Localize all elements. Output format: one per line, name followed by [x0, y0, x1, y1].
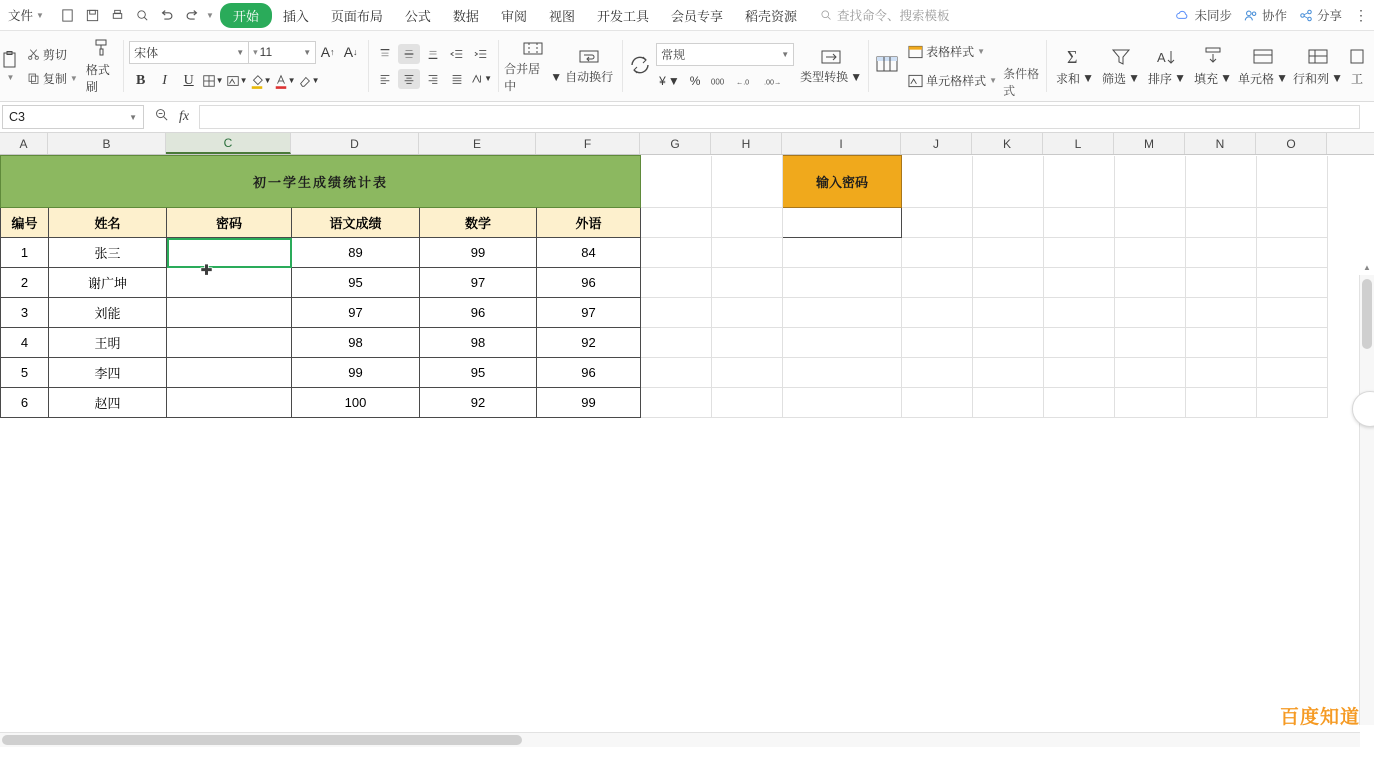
cell-I6[interactable] [783, 328, 902, 358]
formula-input[interactable] [199, 105, 1360, 129]
cell-M7[interactable] [1115, 358, 1186, 388]
wrap-text-icon [578, 47, 600, 67]
cut-label: 剪切 [42, 47, 67, 62]
conditional-format-label[interactable]: 条件格式 [1003, 67, 1040, 98]
merge-center-label: 合并居中 [504, 61, 541, 93]
chevron-down-icon: ▼ [36, 10, 44, 20]
italic-button[interactable]: I [162, 72, 167, 88]
ribbon-group-merge [498, 31, 622, 101]
cells-icon [1251, 46, 1275, 68]
cell-A7-no[interactable]: 5 [1, 358, 49, 388]
header-cell-chinese[interactable]: 语文成绩 [292, 208, 420, 238]
column-headers [0, 133, 1374, 155]
tab-page-layout[interactable]: 页面布局 [330, 8, 383, 24]
cell-style-button[interactable]: 单元格样式 ▼ [904, 70, 1001, 91]
cell-J7[interactable] [902, 358, 973, 388]
cell-L1[interactable] [1044, 156, 1115, 208]
cell-N3[interactable] [1186, 238, 1257, 268]
ribbon-group-font [123, 31, 368, 101]
chevron-down-icon: ▼ [303, 47, 312, 57]
cell-N1[interactable] [1186, 156, 1257, 208]
insert-function-button[interactable]: fx [179, 109, 190, 124]
new-file-icon[interactable] [56, 4, 79, 26]
header-cell-math[interactable]: 数学 [420, 208, 537, 238]
share-button[interactable] [1299, 6, 1342, 24]
comma-format-button[interactable] [707, 72, 729, 90]
type-convert-label: 类型转换 [800, 70, 849, 84]
sheet-grid [0, 155, 1328, 418]
comma-icon [710, 74, 726, 88]
cloud-sync-icon [1175, 9, 1190, 21]
cell-N7[interactable] [1186, 358, 1257, 388]
horizontal-scroll-thumb[interactable] [2, 735, 522, 745]
scissors-icon [27, 48, 40, 61]
svg-text:000: 000 [711, 77, 725, 87]
decrease-decimal-icon [764, 74, 782, 88]
cell-G1[interactable] [641, 156, 712, 208]
font-name-select[interactable] [129, 41, 249, 64]
search-zoom-icon[interactable] [154, 107, 169, 127]
cell-F5-english[interactable]: 97 [537, 298, 641, 328]
cell-A5-no[interactable]: 3 [1, 298, 49, 328]
sum-icon [1063, 46, 1087, 68]
cell-H7[interactable] [712, 358, 783, 388]
password-input-cell[interactable] [783, 208, 902, 238]
cell-G3[interactable] [641, 238, 712, 268]
cell-E5-math[interactable]: 96 [420, 298, 537, 328]
cell-H2[interactable] [712, 208, 783, 238]
cell-G7[interactable] [641, 358, 712, 388]
cell-O4[interactable] [1257, 268, 1328, 298]
column-header-F[interactable]: F [536, 133, 640, 154]
increase-indent-icon[interactable] [470, 44, 492, 64]
column-header-K[interactable]: K [972, 133, 1043, 154]
cell-E4-math[interactable]: 97 [420, 268, 537, 298]
tab-data[interactable]: 数据 [452, 8, 479, 24]
cell-C8-password[interactable] [167, 388, 292, 418]
decrease-indent-icon[interactable] [446, 44, 468, 64]
cell-M3[interactable] [1115, 238, 1186, 268]
cell-J2[interactable] [902, 208, 973, 238]
cell-O8[interactable] [1257, 388, 1328, 418]
share-label: 分享 [1316, 9, 1342, 23]
cell-A3-no[interactable]: 1 [1, 238, 49, 268]
align-center-icon[interactable] [398, 69, 420, 89]
print-icon[interactable] [106, 4, 129, 26]
cell-F6-english[interactable]: 92 [537, 328, 641, 358]
sheet-row-2 [1, 208, 1328, 238]
cell-C7-password[interactable] [167, 358, 292, 388]
cell-style-label: 单元格样式 [926, 74, 987, 88]
cell-K8[interactable] [973, 388, 1044, 418]
column-header-C[interactable]: C [166, 133, 291, 154]
sheet-row-1 [1, 156, 1328, 208]
cell-E8-math[interactable]: 92 [420, 388, 537, 418]
cell-L3[interactable] [1044, 238, 1115, 268]
vertical-scroll-thumb[interactable] [1362, 279, 1372, 349]
cell-E6-math[interactable]: 98 [420, 328, 537, 358]
column-header-L[interactable]: L [1043, 133, 1114, 154]
cut-button[interactable] [23, 44, 82, 65]
cell-N6[interactable] [1186, 328, 1257, 358]
column-header-A[interactable]: A [0, 133, 48, 154]
ribbon-group-alignment [368, 31, 498, 101]
scroll-up-icon[interactable]: ▲ [1363, 263, 1371, 272]
table-style-icon [908, 45, 923, 59]
cell-G5[interactable] [641, 298, 712, 328]
table-row [1, 328, 1328, 358]
bold-button[interactable]: B [135, 72, 146, 88]
file-menu-label: 文件 [8, 9, 34, 23]
cell-D6-chinese[interactable]: 98 [292, 328, 420, 358]
number-format-refresh-icon[interactable] [628, 54, 652, 79]
header-cell-english[interactable]: 外语 [537, 208, 641, 238]
cell-C4-password[interactable] [167, 268, 292, 298]
cell-H4[interactable] [712, 268, 783, 298]
cell-K4[interactable] [973, 268, 1044, 298]
cell-J6[interactable] [902, 328, 973, 358]
header-cell-no[interactable]: 编号 [1, 208, 49, 238]
cells-label: 单元格 [1238, 71, 1275, 86]
ribbon-group-editing [1046, 31, 1374, 101]
cell-B7-name[interactable]: 李四 [49, 358, 167, 388]
fill-label: 填充 [1194, 71, 1219, 86]
tools-icon [1348, 46, 1366, 68]
align-bottom-icon[interactable] [422, 44, 444, 64]
cell-M5[interactable] [1115, 298, 1186, 328]
cell-style-icon[interactable]: ▼ [225, 70, 248, 92]
ribbon-tabs [220, 3, 808, 28]
font-size-value: 11 [259, 45, 273, 59]
align-middle-icon[interactable] [398, 44, 420, 64]
cell-F3-english[interactable]: 84 [537, 238, 641, 268]
collaborate-icon [1244, 9, 1258, 22]
type-convert-icon [820, 47, 842, 67]
vertical-scrollbar[interactable] [1359, 263, 1374, 725]
titlebar-right-group [1175, 0, 1368, 30]
file-menu-button[interactable] [0, 0, 54, 30]
rows-cols-label: 行和列 [1293, 71, 1330, 86]
paste-icon[interactable] [1, 50, 19, 73]
copy-label: 复制 [42, 71, 67, 86]
cell-C5-password[interactable] [167, 298, 292, 328]
column-header-H[interactable]: H [711, 133, 782, 154]
align-top-icon[interactable] [374, 44, 396, 64]
column-header-M[interactable]: M [1114, 133, 1185, 154]
clear-format-icon[interactable]: ▼ [297, 70, 320, 92]
table-row [1, 358, 1328, 388]
wrap-text-label: 自动换行 [565, 70, 614, 84]
column-header-E[interactable]: E [419, 133, 536, 154]
password-label-cell[interactable]: 输入密码 [783, 156, 902, 208]
titlebar-more-icon[interactable]: ⋮ [1354, 6, 1368, 23]
collaborate-label: 协作 [1261, 9, 1287, 23]
copy-icon [27, 72, 40, 85]
table-row [1, 298, 1328, 328]
watermark-label: 百度知道 [1279, 707, 1360, 728]
copy-caret-icon[interactable]: ▼ [69, 73, 78, 83]
align-right-icon[interactable] [422, 69, 444, 89]
column-header-B[interactable]: B [48, 133, 166, 154]
cell-C6-password[interactable] [167, 328, 292, 358]
cell-O6[interactable] [1257, 328, 1328, 358]
header-cell-name[interactable]: 姓名 [49, 208, 167, 238]
cell-I5[interactable] [783, 298, 902, 328]
cell-N5[interactable] [1186, 298, 1257, 328]
tab-developer[interactable]: 开发工具 [596, 8, 649, 24]
share-icon [1299, 9, 1313, 22]
cell-L8[interactable] [1044, 388, 1115, 418]
table-row [1, 238, 1328, 268]
merge-cells-icon [522, 39, 544, 59]
fill-button[interactable]: 填充 ▼ [1190, 44, 1236, 89]
chevron-down-icon: ▼ [236, 47, 245, 57]
rows-cols-button[interactable]: 行和列 ▼ [1290, 44, 1346, 89]
print-preview-icon[interactable] [131, 4, 154, 26]
fill-down-icon [1201, 46, 1225, 68]
cell-L5[interactable] [1044, 298, 1115, 328]
column-header-N[interactable]: N [1185, 133, 1256, 154]
filter-button[interactable]: 筛选 ▼ [1098, 44, 1144, 89]
cell-J4[interactable] [902, 268, 973, 298]
cell-I8[interactable] [783, 388, 902, 418]
type-convert-button[interactable]: 类型转换 ▼ [800, 47, 862, 85]
cell-H3[interactable] [712, 238, 783, 268]
header-cell-password[interactable]: 密码 [167, 208, 292, 238]
cell-O3[interactable] [1257, 238, 1328, 268]
cell-B8-name[interactable]: 赵四 [49, 388, 167, 418]
quick-access-toolbar [54, 4, 214, 26]
increase-decimal-icon [736, 74, 754, 88]
tab-member[interactable]: 会员专享 [670, 8, 723, 24]
column-header-O[interactable]: O [1256, 133, 1327, 154]
cell-D3-chinese[interactable]: 89 [292, 238, 420, 268]
cell-B4-name[interactable]: 谢广坤 [49, 268, 167, 298]
tab-insert[interactable]: 插入 [282, 8, 309, 24]
cell-D5-chinese[interactable]: 97 [292, 298, 420, 328]
ribbon-group-number [622, 31, 868, 101]
cell-N8[interactable] [1186, 388, 1257, 418]
horizontal-scrollbar[interactable] [0, 732, 1360, 747]
cell-I3[interactable] [783, 238, 902, 268]
cell-E7-math[interactable]: 95 [420, 358, 537, 388]
currency-icon: ¥ [659, 73, 666, 88]
cell-A6-no[interactable]: 4 [1, 328, 49, 358]
quick-access-more-icon[interactable]: ▼ [205, 10, 214, 20]
tab-review[interactable]: 审阅 [500, 8, 527, 24]
cell-G6[interactable] [641, 328, 712, 358]
cell-D4-chinese[interactable]: 95 [292, 268, 420, 298]
copy-button[interactable] [23, 68, 82, 89]
cell-D7-chinese[interactable]: 99 [292, 358, 420, 388]
percent-format-button[interactable] [687, 72, 704, 90]
formula-bar [0, 102, 1374, 133]
cell-M4[interactable] [1115, 268, 1186, 298]
cloud-sync-label: 未同步 [1194, 9, 1232, 23]
justify-icon[interactable] [446, 69, 468, 89]
number-format-value: 常规 [661, 47, 686, 62]
currency-format-button[interactable]: ¥ ▼ [659, 73, 680, 88]
ribbon-group-clipboard [0, 31, 123, 101]
cell-L4[interactable] [1044, 268, 1115, 298]
format-painter-icon[interactable] [92, 38, 110, 61]
table-row [1, 388, 1328, 418]
tools-label: 工 [1350, 71, 1363, 86]
cell-G8[interactable] [641, 388, 712, 418]
svg-text:.00→: .00→ [764, 77, 782, 87]
name-box-value: C3 [9, 110, 25, 124]
undo-icon[interactable] [156, 4, 179, 26]
cell-H6[interactable] [712, 328, 783, 358]
wrap-text-button[interactable] [562, 47, 616, 85]
cell-L6[interactable] [1044, 328, 1115, 358]
cell-J3[interactable] [902, 238, 973, 268]
tab-formula[interactable]: 公式 [404, 8, 431, 24]
font-size-select[interactable]: ▾ 11 ▼ [249, 41, 316, 64]
cell-H1[interactable] [712, 156, 783, 208]
cell-M8[interactable] [1115, 388, 1186, 418]
tab-resources[interactable]: 稻壳资源 [745, 8, 798, 24]
chevron-down-icon: ▼ [129, 112, 137, 122]
column-header-I[interactable]: I [782, 133, 901, 154]
font-name-value: 宋体 [134, 45, 159, 60]
filter-label: 筛选 [1102, 71, 1127, 86]
cell-J1[interactable] [902, 156, 973, 208]
cell-A4-no[interactable]: 2 [1, 268, 49, 298]
sort-icon [1155, 46, 1179, 68]
cell-L7[interactable] [1044, 358, 1115, 388]
cell-M2[interactable] [1115, 208, 1186, 238]
table-style-button[interactable]: 表格样式 ▼ [904, 41, 1001, 62]
conditional-format-icon[interactable] [874, 54, 900, 79]
cell-B6-name[interactable]: 王明 [49, 328, 167, 358]
decrease-font-size-button[interactable]: A ↓ [343, 44, 358, 60]
cell-H8[interactable] [712, 388, 783, 418]
cell-M6[interactable] [1115, 328, 1186, 358]
cell-K7[interactable] [973, 358, 1044, 388]
sheet-title-cell[interactable]: 初一学生成绩统计表 [1, 156, 641, 208]
column-header-D[interactable]: D [291, 133, 419, 154]
cell-F7-english[interactable]: 96 [537, 358, 641, 388]
cell-K3[interactable] [973, 238, 1044, 268]
cell-K6[interactable] [973, 328, 1044, 358]
cell-D8-chinese[interactable]: 100 [292, 388, 420, 418]
name-box[interactable] [2, 105, 144, 129]
increase-decimal-button[interactable] [733, 72, 757, 90]
decrease-decimal-button[interactable] [761, 72, 785, 90]
spreadsheet-area [0, 133, 1374, 747]
cell-B5-name[interactable]: 刘能 [49, 298, 167, 328]
save-icon[interactable] [81, 4, 104, 26]
cell-style-small-icon [908, 74, 923, 88]
search-placeholder-text: 查找命令、搜索模板 [837, 9, 950, 23]
filter-icon [1109, 46, 1133, 68]
text-direction-icon[interactable]: ▼ [470, 69, 492, 89]
cell-N4[interactable] [1186, 268, 1257, 298]
table-style-label: 表格样式 [926, 45, 975, 59]
svg-text:Σ: Σ [1067, 46, 1078, 67]
chevron-down-icon: ▼ [781, 49, 790, 59]
paste-caret-icon[interactable]: ▼ [6, 73, 15, 82]
formula-bar-icons [144, 107, 199, 127]
cell-H5[interactable] [712, 298, 783, 328]
cell-F8-english[interactable]: 99 [537, 388, 641, 418]
cell-A8-no[interactable]: 6 [1, 388, 49, 418]
cell-G2[interactable] [641, 208, 712, 238]
tools-button[interactable] [1346, 44, 1368, 89]
sheet-body[interactable] [0, 155, 1374, 747]
merge-center-button[interactable]: 合并居中 ▼ [504, 39, 562, 94]
cloud-sync-button[interactable] [1175, 6, 1232, 24]
format-painter-label[interactable]: 格式刷 [85, 62, 110, 94]
cell-M1[interactable] [1115, 156, 1186, 208]
cell-O7[interactable] [1257, 358, 1328, 388]
cell-N2[interactable] [1186, 208, 1257, 238]
sort-label: 排序 [1148, 71, 1173, 86]
sort-button[interactable]: A 排序 ▼ [1144, 44, 1190, 89]
cell-K1[interactable] [973, 156, 1044, 208]
cell-B3-name[interactable]: 张三 [49, 238, 167, 268]
autosum-label: 求和 [1056, 71, 1081, 86]
number-format-select[interactable] [656, 43, 794, 66]
ribbon-group-styles [868, 31, 1046, 101]
cell-J5[interactable] [902, 298, 973, 328]
align-left-icon[interactable] [374, 69, 396, 89]
cell-I4[interactable] [783, 268, 902, 298]
cell-E3-math[interactable]: 99 [420, 238, 537, 268]
column-header-J[interactable]: J [901, 133, 972, 154]
svg-text:←.0: ←.0 [736, 77, 750, 87]
ribbon-toolbar [0, 31, 1374, 102]
collaborate-button[interactable] [1244, 6, 1287, 24]
cell-J8[interactable] [902, 388, 973, 418]
cell-K5[interactable] [973, 298, 1044, 328]
cell-F4-english[interactable]: 96 [537, 268, 641, 298]
tab-start[interactable]: 开始 [220, 3, 272, 28]
search-command-box[interactable] [820, 6, 950, 24]
cell-I7[interactable] [783, 358, 902, 388]
cell-O5[interactable] [1257, 298, 1328, 328]
cell-L2[interactable] [1044, 208, 1115, 238]
increase-font-size-button[interactable]: A ↑ [320, 44, 335, 60]
redo-icon[interactable] [181, 4, 204, 26]
font-color-icon[interactable]: ▼ [273, 70, 296, 92]
title-bar [0, 0, 1374, 31]
borders-icon[interactable]: ▼ [201, 70, 224, 92]
rows-columns-icon [1306, 46, 1330, 68]
search-icon [820, 9, 832, 21]
autosum-button[interactable]: Σ 求和 ▼ [1056, 46, 1094, 86]
fill-color-icon[interactable]: ▼ [249, 70, 272, 92]
svg-text:A: A [1157, 49, 1166, 65]
cell-O2[interactable] [1257, 208, 1328, 238]
cell-K2[interactable] [973, 208, 1044, 238]
table-row [1, 268, 1328, 298]
cells-button[interactable]: 单元格 ▼ [1236, 44, 1290, 89]
cell-G4[interactable] [641, 268, 712, 298]
percent-icon: % [689, 73, 701, 88]
cell-O1[interactable] [1257, 156, 1328, 208]
cell-C3-password[interactable] [167, 238, 292, 268]
column-header-G[interactable]: G [640, 133, 711, 154]
underline-button[interactable]: U [183, 72, 194, 88]
tab-view[interactable]: 视图 [548, 8, 575, 24]
